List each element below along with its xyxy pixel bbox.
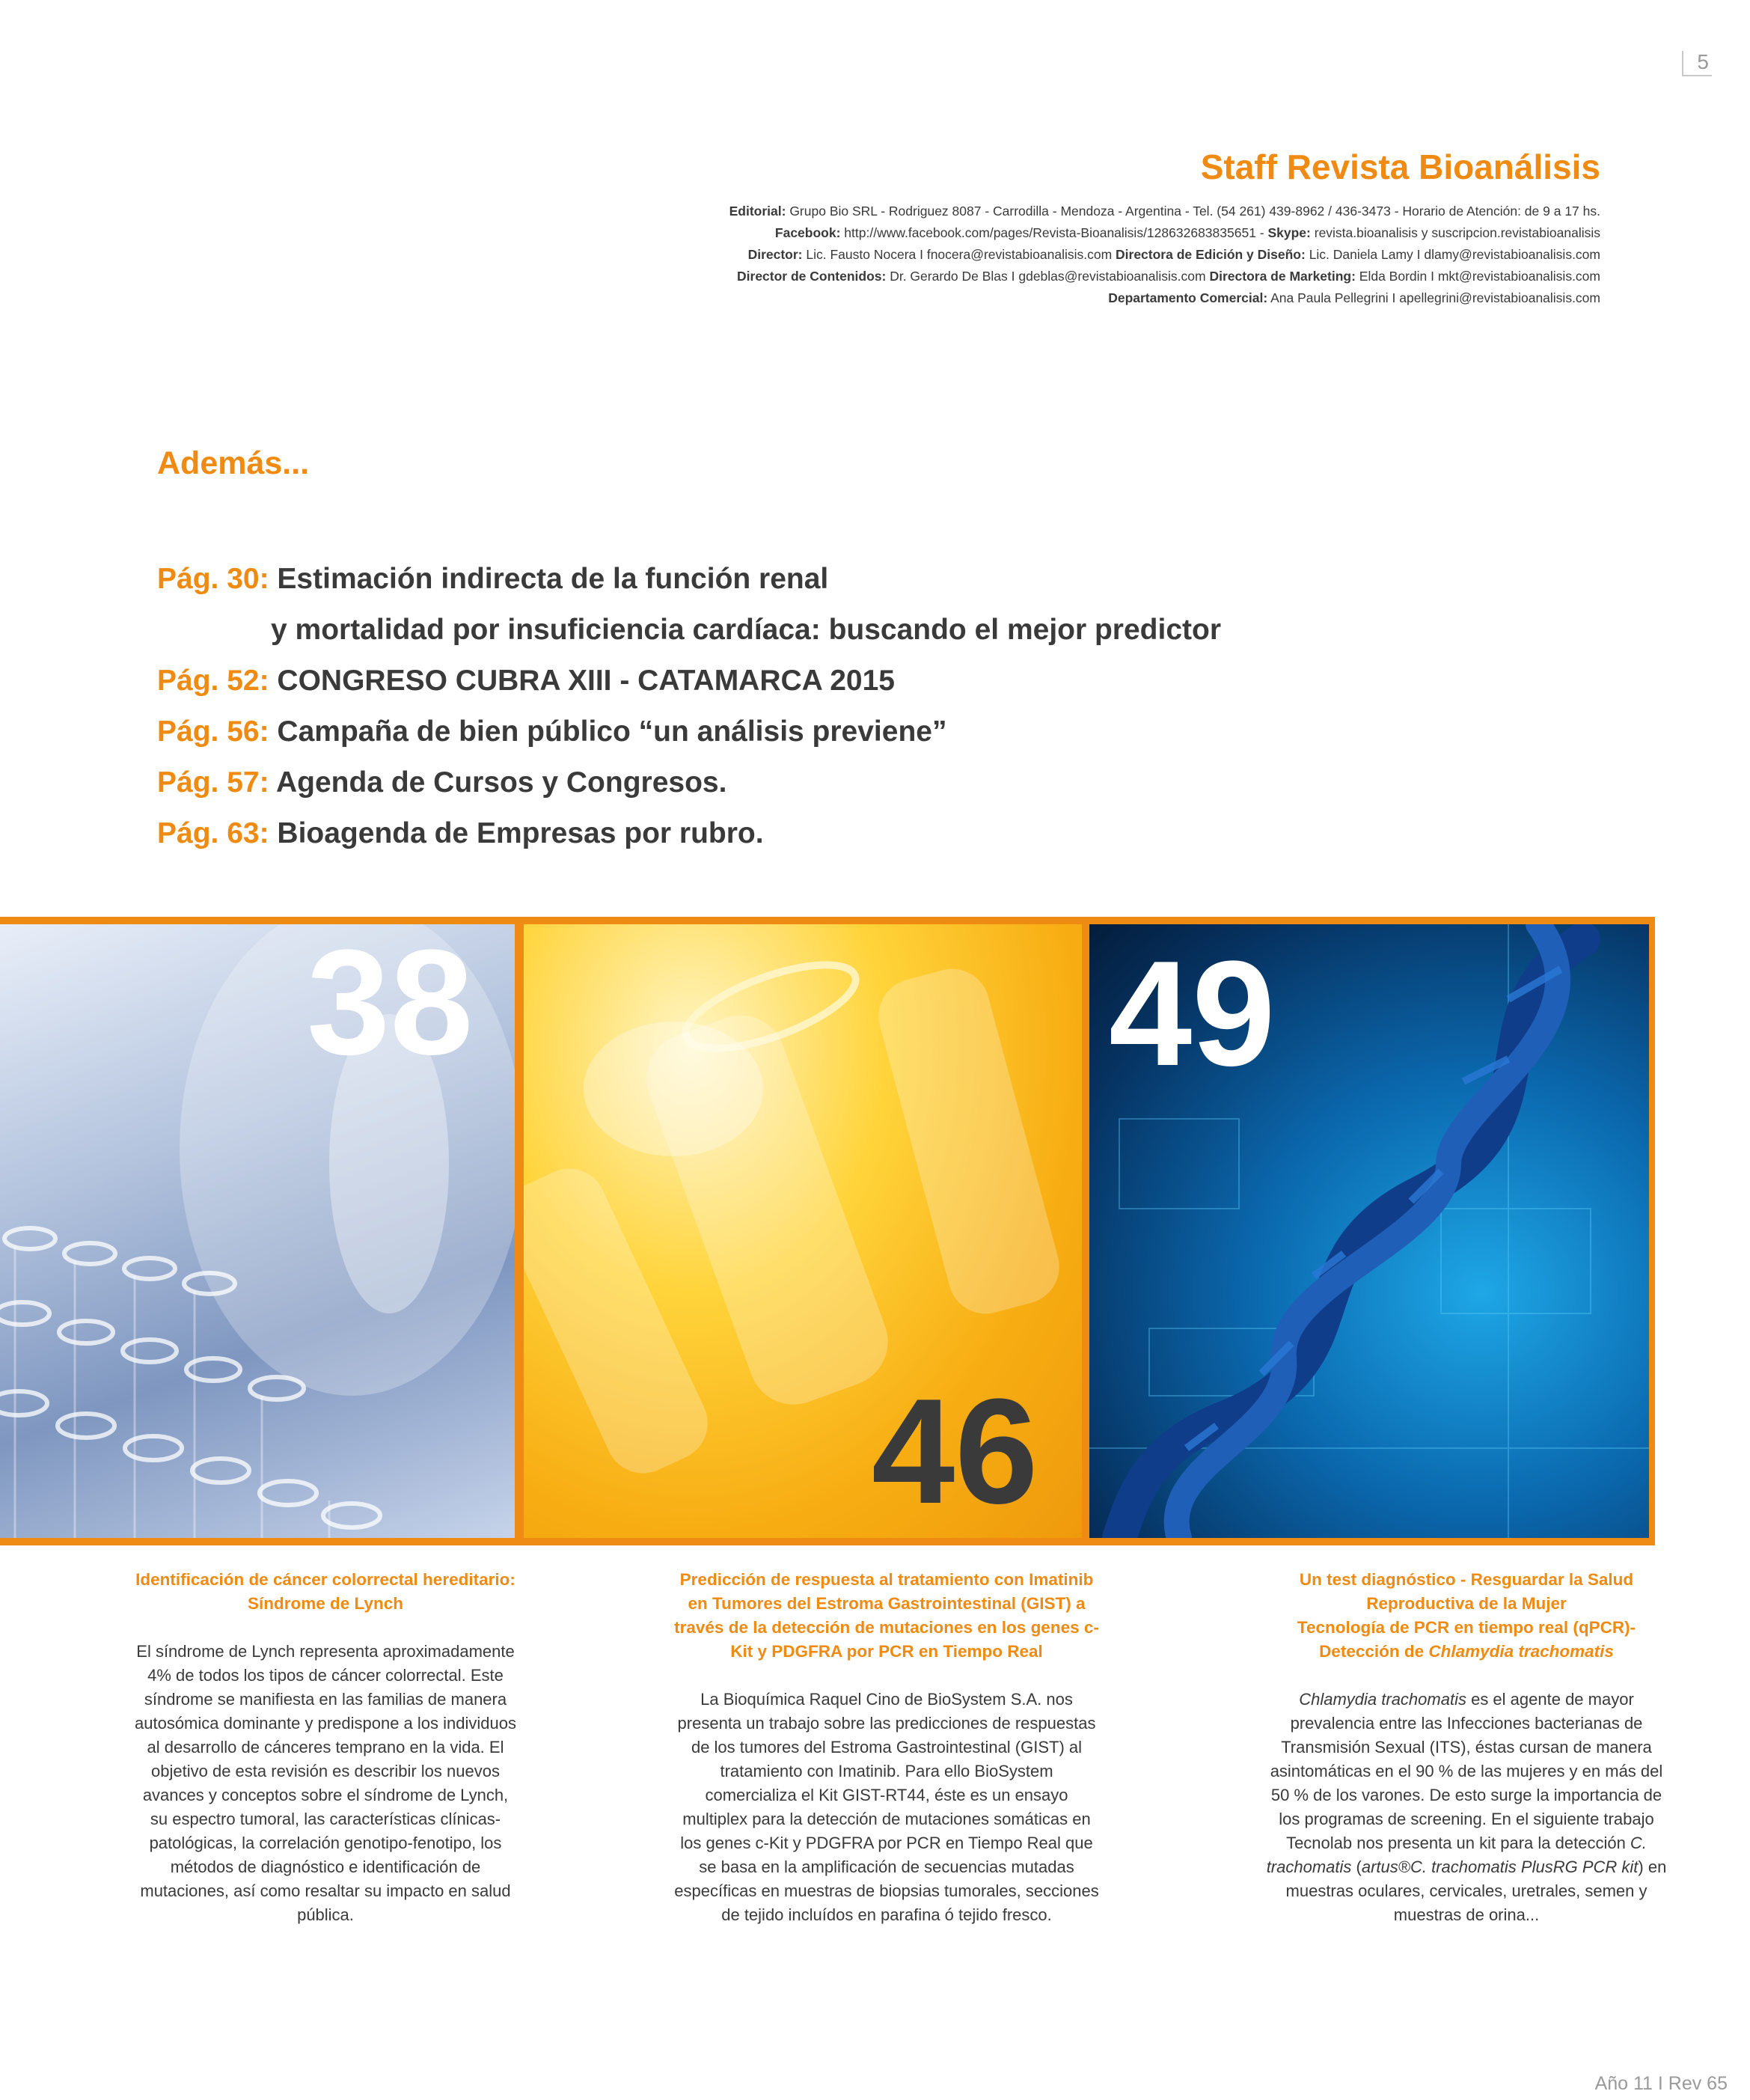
- toc-title: CONGRESO CUBRA XIII - CATAMARCA 2015: [269, 665, 895, 697]
- article-text: [1264, 1688, 1668, 1927]
- article-text-italic: artus®C. trachomatis PlusRG PCR kit: [1361, 1858, 1639, 1876]
- article-text-part: (: [1351, 1858, 1362, 1876]
- staff-line-director: [729, 244, 1600, 266]
- toc-item: [157, 656, 1221, 706]
- staff-label: Directora de Marketing:: [1209, 269, 1356, 284]
- article-number-49: 49: [1109, 930, 1276, 1097]
- article-title-italic: Chlamydia trachomatis: [1428, 1642, 1614, 1661]
- toc-item-continuation: [157, 605, 1221, 656]
- article-text: La Bioquímica Raquel Cino de BioSystem S.A. nos presenta un trabajo sobre las predicciones de respuestas de los tumores del Estroma Gastrointestinal (GIST) al tratamiento con Imatinib. Para ello BioSystem comercializa el Kit GIST-RT44, éste es un ensayo multiplex para la detección de mutaciones somáticas en los genes c-Kit y PDGFRA por PCR en Tiempo Real que se basa en la amplificación de secuencias mutadas específicas en muestras de biopsias tumorales, secciones de tejido incluídos en parafina ó tejido fresco.: [674, 1690, 1099, 1924]
- staff-line-contenidos: [729, 266, 1600, 287]
- toc-item: [157, 554, 1221, 605]
- article-title-line: Tecnología de PCR en tiempo real (qPCR)-: [1297, 1618, 1636, 1637]
- staff-line-facebook: [729, 222, 1600, 244]
- staff-label: Directora de Edición y Diseño:: [1116, 247, 1306, 262]
- staff-label: Departamento Comercial:: [1108, 290, 1268, 305]
- article-text-italic: Chlamydia trachomatis: [1299, 1690, 1466, 1709]
- article-text-italic: C. trachomatis: [1266, 1834, 1647, 1876]
- toc-page: Pág. 57:: [157, 766, 269, 799]
- toc-page: Pág. 63:: [157, 817, 269, 849]
- article-text: El síndrome de Lynch representa aproximadamente 4% de todos los tipos de cáncer colorrectal. Este síndrome se manifiesta en las familias de manera autosómica dominante y predispone a los individuos al desarrollo de cánceres temprano en la vida. El objetivo de esta revisión es describir los nuevos avances y conceptos sobre el síndrome de Lynch, su espectro tumoral, las características clínicas-patológicas, la correlación genotipo-fenotipo, los métodos de diagnóstico e identificación de mutaciones, así como resaltar su impacto en salud pública.: [135, 1642, 516, 1924]
- toc-item: [157, 808, 1221, 859]
- toc-title: Bioagenda de Empresas por rubro.: [269, 817, 764, 849]
- article-number-38: 38: [307, 919, 474, 1086]
- article-summary-gist: [673, 1568, 1100, 1927]
- article-title: [1264, 1568, 1668, 1664]
- staff-title: Staff Revista Bioanálisis: [1200, 147, 1600, 186]
- staff-value: http://www.facebook.com/pages/Revista-Bioanalisis/128632683835651 -: [840, 225, 1268, 240]
- article-text-part: ) en muestras oculares, cervicales, uretrales, semen y muestras de orina...: [1285, 1858, 1667, 1924]
- issue-footer: Año 11 I Rev 65: [1594, 2073, 1728, 2094]
- toc-title: y mortalidad por insuficiencia cardíaca: buscando el mejor predictor: [271, 614, 1222, 646]
- contents-list: [157, 554, 1221, 859]
- article-number-46: 46: [872, 1368, 1038, 1535]
- article-title-line: Detección de: [1319, 1642, 1429, 1661]
- staff-label: Facebook:: [774, 225, 841, 240]
- staff-value: Dr. Gerardo De Blas I gdeblas@revistabioanalisis.com: [886, 269, 1210, 284]
- staff-value: revista.bioanalisis y suscripcion.revistabioanalisis: [1310, 225, 1600, 240]
- staff-label: Editorial:: [729, 204, 786, 219]
- staff-label: Skype:: [1267, 225, 1311, 240]
- article-summary-chlamydia: [1264, 1568, 1668, 1927]
- toc-title: Campaña de bien público “un análisis previene”: [269, 715, 947, 748]
- staff-label: Director de Contenidos:: [737, 269, 887, 284]
- page-number: 5: [1682, 51, 1712, 76]
- ademas-heading: Además...: [157, 445, 310, 481]
- article-summary-lynch: [135, 1568, 516, 1927]
- staff-value: Ana Paula Pellegrini I apellegrini@revistabioanalisis.com: [1267, 290, 1600, 305]
- staff-line-editorial: [729, 201, 1600, 222]
- toc-item: [157, 757, 1221, 808]
- staff-box: [729, 147, 1600, 309]
- toc-page: Pág. 52:: [157, 665, 269, 697]
- toc-item: [157, 706, 1221, 757]
- article-title: Identificación de cáncer colorrectal hereditario: Síndrome de Lynch: [135, 1570, 515, 1613]
- toc-page: Pág. 30:: [157, 563, 269, 595]
- staff-line-comercial: [729, 287, 1600, 309]
- staff-value: Lic. Daniela Lamy I dlamy@revistabioanalisis.com: [1305, 247, 1600, 262]
- toc-title: Agenda de Cursos y Congresos.: [269, 766, 727, 799]
- article-title: Predicción de respuesta al tratamiento con Imatinib en Tumores del Estroma Gastrointestinal (GIST) a través de la detección de mutaciones en los genes c-Kit y PDGFRA por PCR en Tiempo Real: [674, 1570, 1099, 1661]
- staff-value: Lic. Fausto Nocera I fnocera@revistabioanalisis.com: [802, 247, 1116, 262]
- staff-label: Director:: [747, 247, 803, 262]
- toc-title: Estimación indirecta de la función renal: [269, 563, 829, 595]
- staff-value: Grupo Bio SRL - Rodriguez 8087 - Carrodilla - Mendoza - Argentina - Tel. (54 261) 439-8962 / 436-3473 - Horario de Atención: de 9 a 17 hs.: [786, 204, 1600, 219]
- staff-value: Elda Bordin I mkt@revistabioanalisis.com: [1355, 269, 1600, 284]
- article-text-part: es el agente de mayor prevalencia entre las Infecciones bacterianas de Transmisión Sexual (ITS), éstas cursan de manera asintomáticas en el 90 % de las mujeres y en más del 50 % de los varones. De esto surge la importancia de los programas de screening. En el siguiente trabajo Tecnolab nos presenta un kit para la detección: [1270, 1690, 1663, 1852]
- article-title-line: Un test diagnóstico - Resguardar la Salud Reproductiva de la Mujer: [1299, 1570, 1634, 1613]
- toc-page: Pág. 56:: [157, 715, 269, 748]
